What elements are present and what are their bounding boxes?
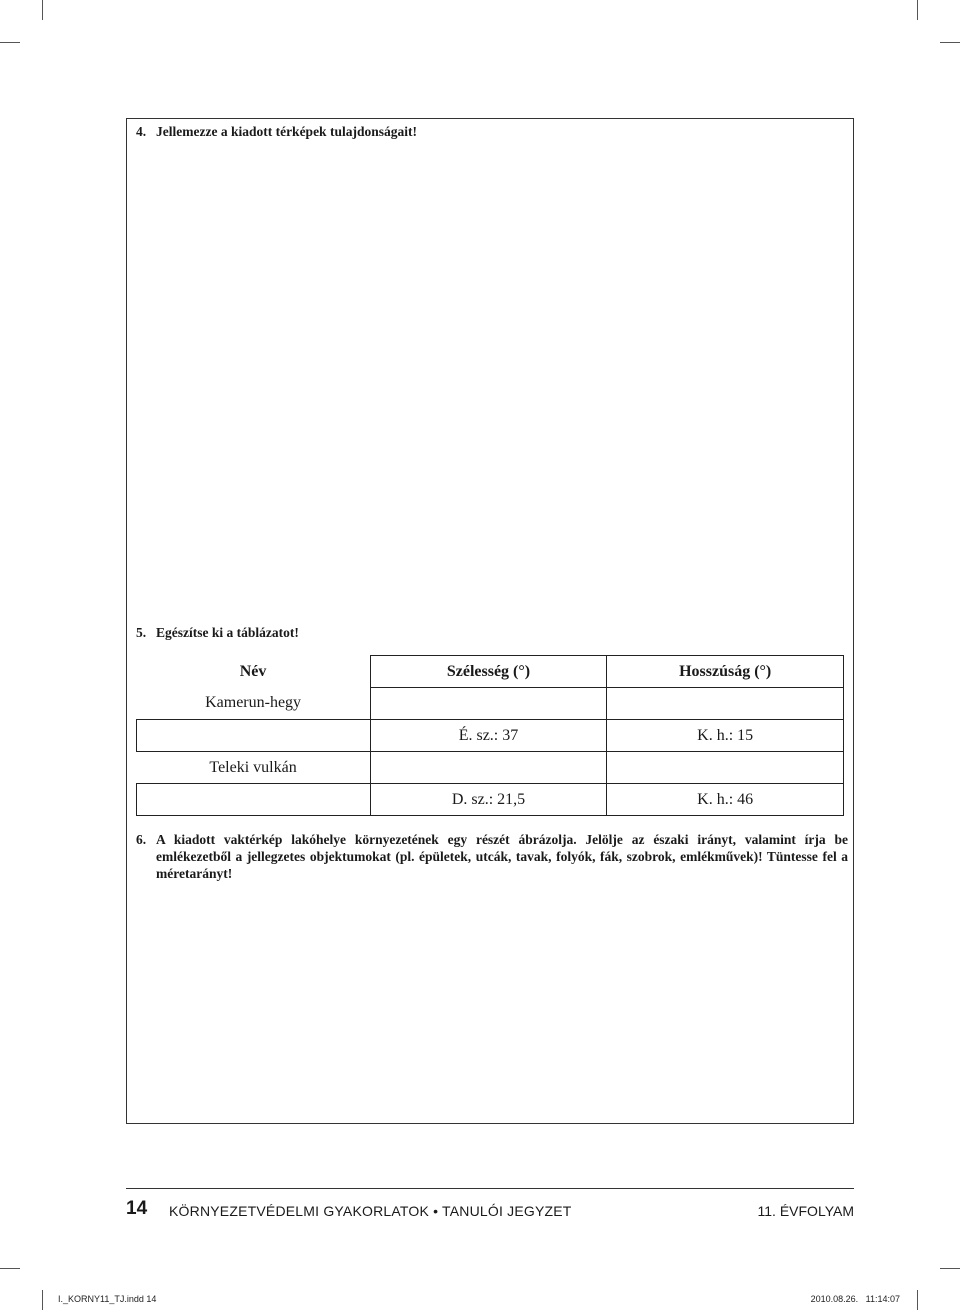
page-number: 14 (126, 1198, 148, 1219)
crop-mark (42, 0, 43, 20)
cell-longitude[interactable] (607, 752, 844, 784)
cell-latitude: É. sz.: 37 (370, 720, 607, 752)
crop-mark (0, 1268, 20, 1269)
cell-name: Teleki vulkán (209, 758, 297, 776)
table-row (137, 784, 844, 816)
crop-mark (940, 42, 960, 43)
slug-filename: I._KORNY11_TJ.indd 14 (58, 1294, 157, 1304)
crop-mark (0, 42, 20, 43)
header-name: Név (239, 662, 267, 680)
question-5 (136, 624, 299, 641)
cell-name: Kamerun-hegy (205, 694, 302, 712)
cell-longitude: K. h.: 46 (607, 784, 844, 816)
question-number: 5. (136, 625, 147, 640)
crop-mark (940, 1268, 960, 1269)
question-number: 6. (136, 832, 147, 847)
table-header-row (137, 656, 844, 688)
cell-name[interactable] (137, 784, 371, 816)
question-text: Egészítse ki a táblázatot! (156, 625, 299, 640)
question-4 (136, 123, 417, 140)
crop-mark (917, 1290, 918, 1310)
slug-timestamp: 2010.08.26. 11:14:07 (810, 1294, 900, 1304)
question-text: Jellemezze a kiadott térképek tulajdonságait! (156, 124, 417, 139)
cell-latitude: D. sz.: 21,5 (370, 784, 607, 816)
footer-rule (126, 1188, 854, 1189)
question-number: 4. (136, 124, 147, 139)
table-row (137, 688, 844, 720)
table-row (137, 752, 844, 784)
worksheet-frame (126, 118, 854, 1124)
footer-title: KÖRNYEZETVÉDELMI GYAKORLATOK • TANULÓI JEGYZET (169, 1203, 572, 1219)
crop-mark (917, 0, 918, 20)
cell-latitude[interactable] (370, 752, 607, 784)
cell-longitude: K. h.: 15 (607, 720, 844, 752)
question-6 (136, 831, 848, 882)
table-row (137, 720, 844, 752)
cell-latitude[interactable] (370, 688, 607, 720)
header-longitude: Hosszúság (°) (607, 656, 844, 688)
header-latitude: Szélesség (°) (370, 656, 607, 688)
crop-mark (42, 1290, 43, 1310)
question-text: A kiadott vaktérkép lakóhelye környezetének egy részét ábrázolja. Jelölje az északi irányt, valamint írja be emlékezetből a jellegzetes objektumokat (pl. épületek, utcák, tavak, folyók, fák, szobrok, emlékművek)! Tüntesse fel a méretarányt! (156, 832, 848, 881)
cell-longitude[interactable] (607, 688, 844, 720)
coordinates-table (136, 655, 844, 816)
cell-name[interactable] (137, 720, 371, 752)
footer-grade: 11. ÉVFOLYAM (757, 1203, 854, 1219)
